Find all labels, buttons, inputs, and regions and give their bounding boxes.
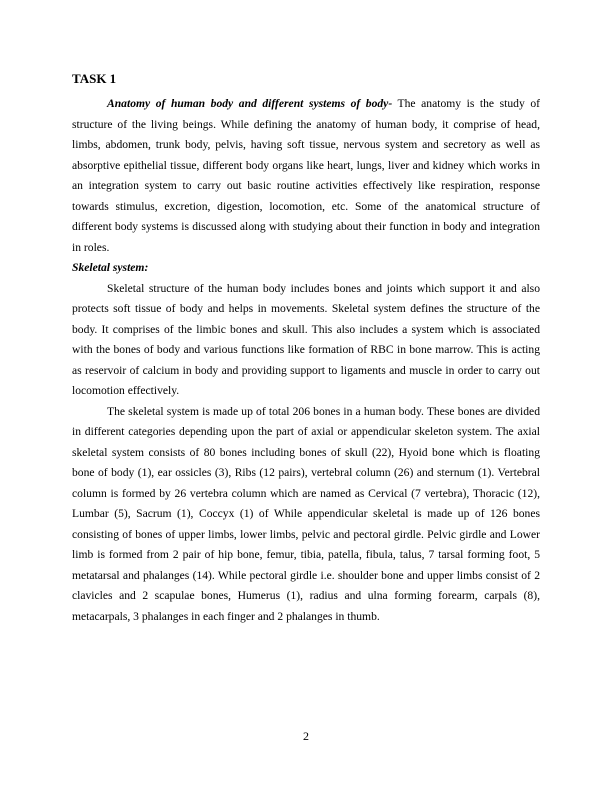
intro-text: The anatomy is the study of structure of the living beings. While defining the anatomy of human body, it comprise of head, limbs, abdomen, trunk body, pelvis, having soft tissue, nervous system and secretory as well as absorptive epithelial tissue, different body organs like heart, lungs, liver and kidney which works in an integration system to carry out basic routine activities effectively like respiration, response towards stimulus, excretion, digestion, locomotion, etc. Some of the anatomical structure of different body systems is discussed along with studying about their function in body and integration in roles. bbox=[72, 97, 540, 254]
section-heading: Skeletal system: bbox=[72, 261, 149, 274]
task-heading: TASK 1 bbox=[72, 71, 117, 86]
page-number: 2 bbox=[303, 729, 309, 743]
body-paragraph-2: The skeletal system is made up of total 206 bones in a human body. These bones are divided in different categories depending upon the part of axial or appendicular skeleton system. The axial skeletal system consists of 80 bones including bones of skull (22), Hyoid bone which is floating bone of body (1), ear ossicles (3), Ribs (12 pairs), vertebral column (26) and sternum (1). Vertebral column is formed by 26 vertebra column which are named as Cervical (7 vertebra), Thoracic (12), Lumbar (5), Sacrum (1), Coccyx (1) of While appendicular skeletal is made up of 126 bones consisting of bones of upper limbs, lower limbs, pelvic and pectoral girdle. Pelvic girdle and Lower limb is formed from 2 pair of hip bone, femur, tibia, patella, fibula, talus, 7 tarsal forming foot, 5 metatarsal and phalanges (14). While pectoral girdle i.e. shoulder bone and upper limbs consist of 2 clavicles and 2 scapulae bones, Humerus (1), radius and ulna forming forearm, carpals (8), metacarpals, 3 phalanges in each finger and 2 phalanges in thumb. bbox=[72, 404, 540, 623]
intro-lead: Anatomy of human body and different systems of body- bbox=[107, 97, 393, 110]
body-paragraph-1: Skeletal structure of the human body includes bones and joints which support it and also protects soft tissue of body and helps in movements. Skeletal system defines the structure of the body. It comprises of the limbic bones and skull. This also includes a system which is associated with the bones of body and various functions like formation of RBC in bone marrow. This is acting as reservoir of calcium in body and providing support to ligaments and muscle in order to carry out locomotion effectively. bbox=[72, 281, 540, 397]
intro-paragraph bbox=[72, 94, 540, 258]
document-page bbox=[72, 70, 540, 627]
